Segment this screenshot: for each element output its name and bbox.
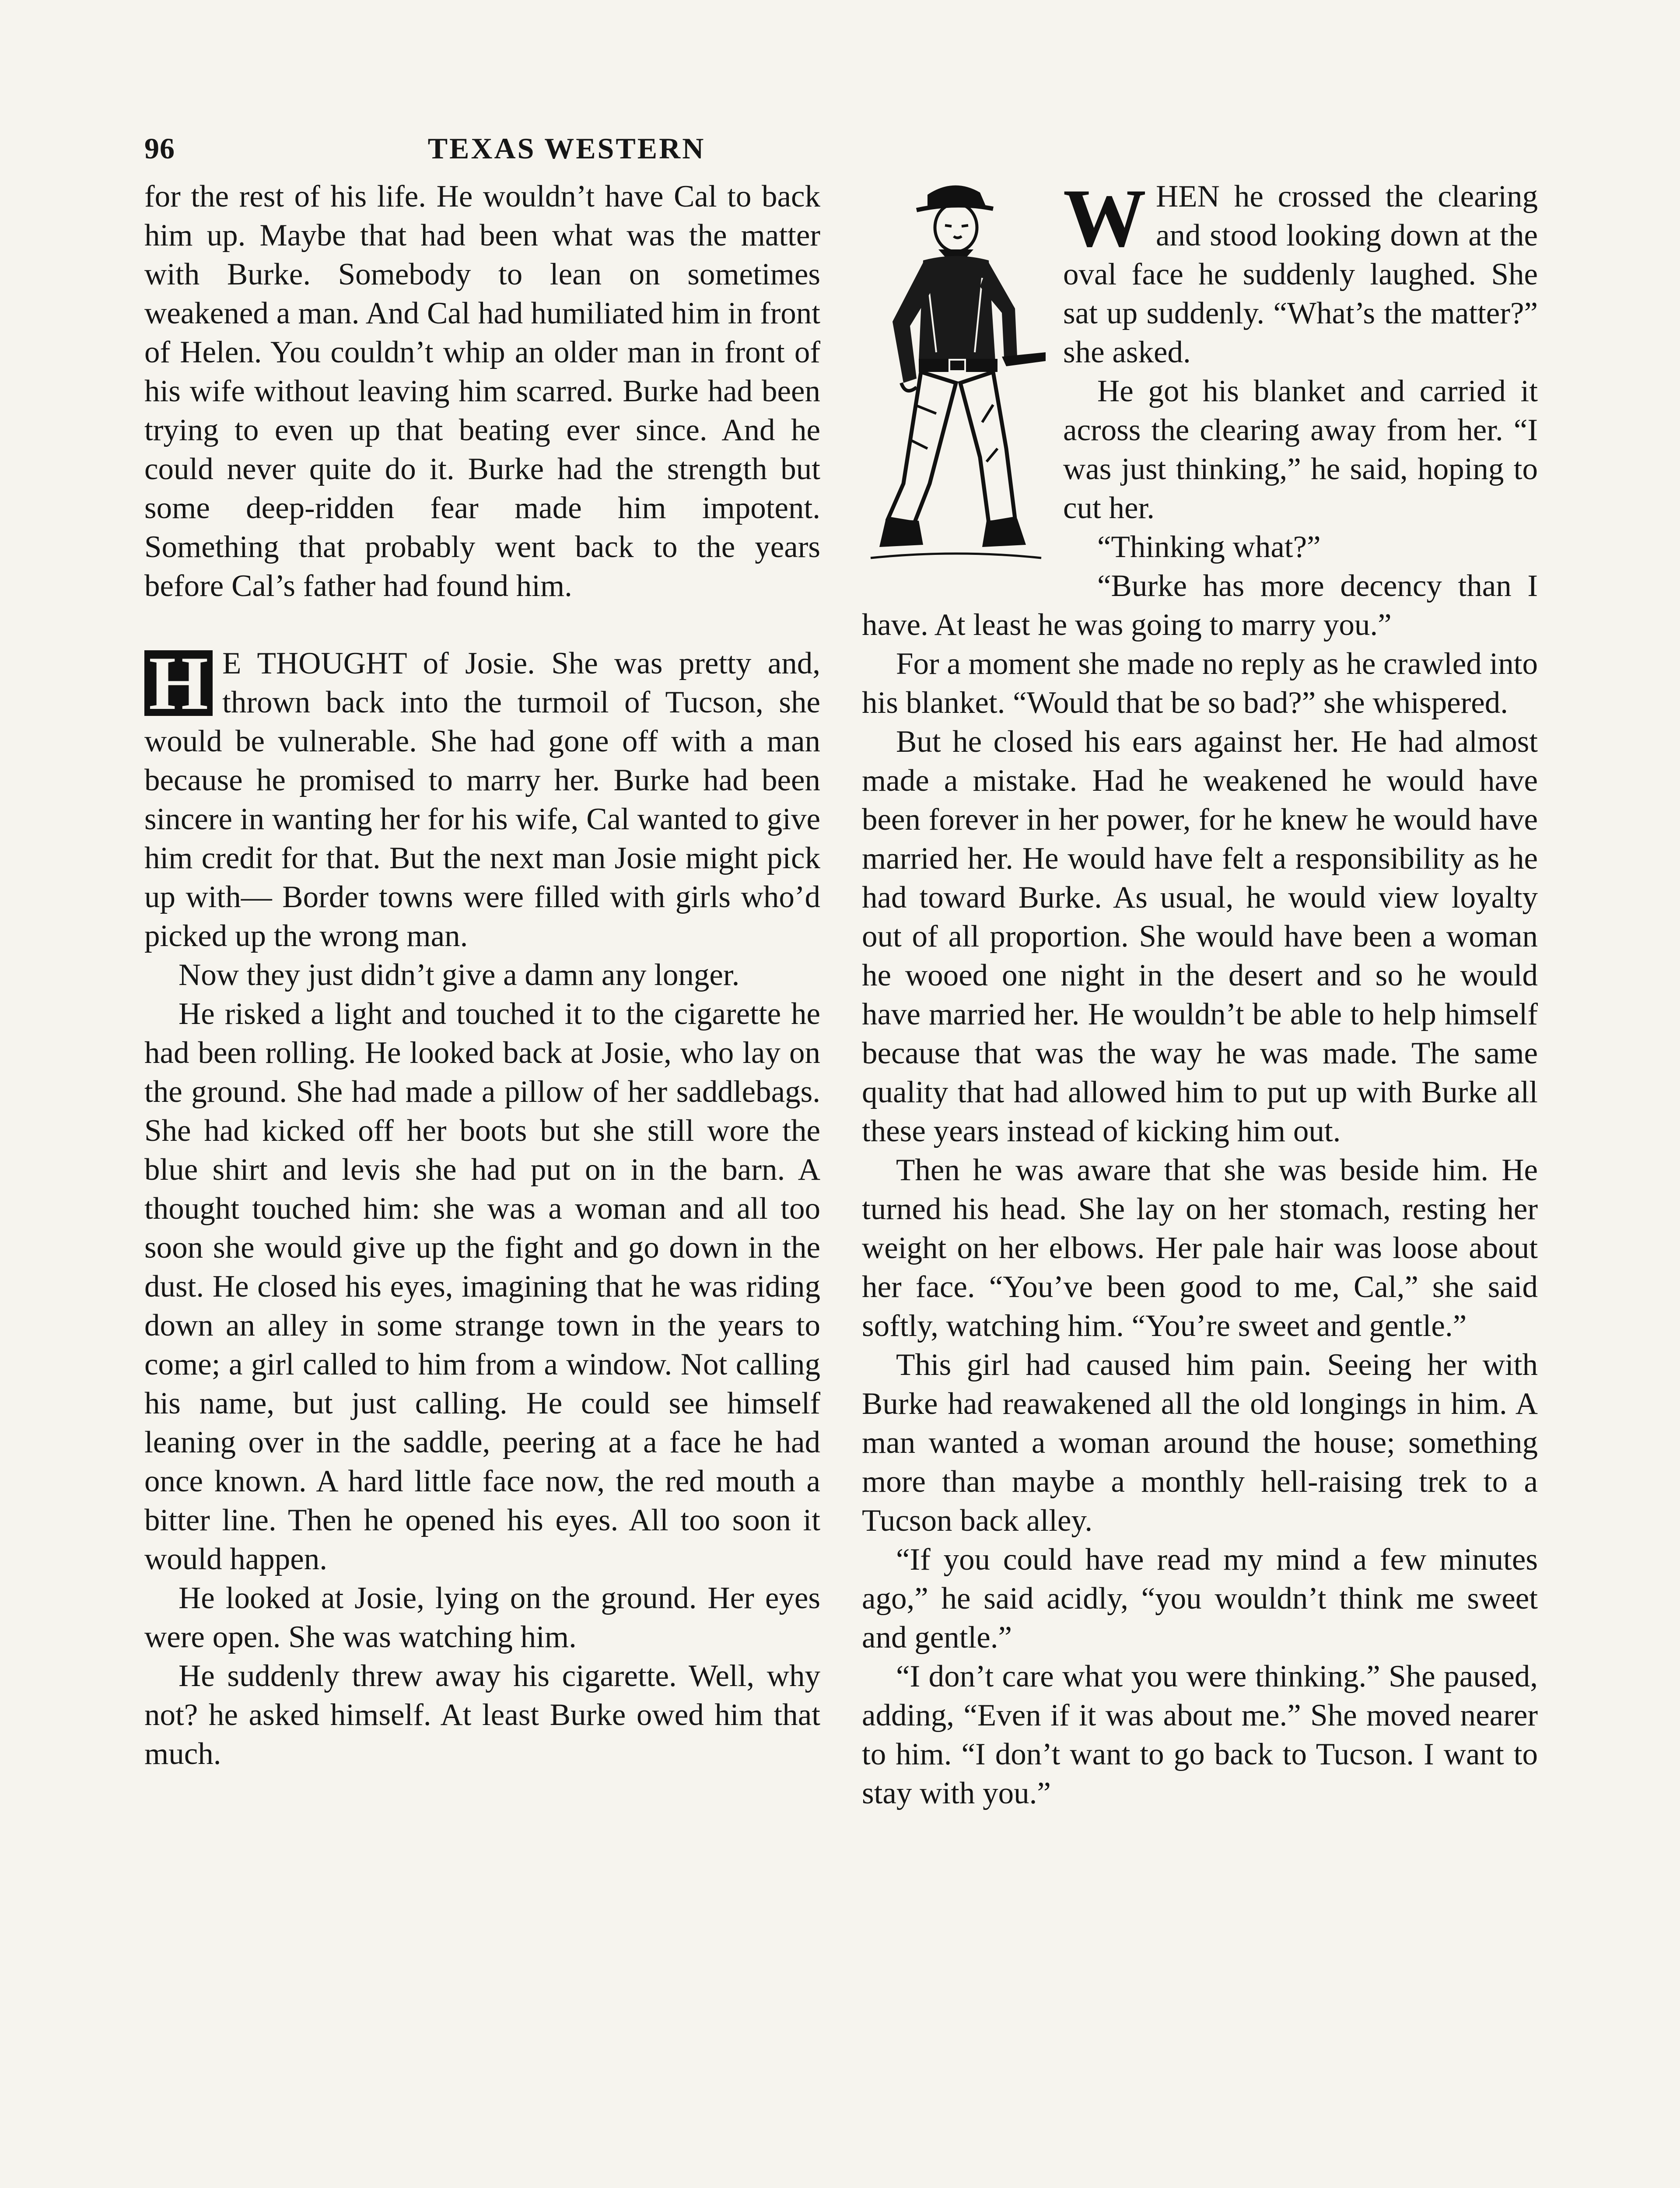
paragraph: for the rest of his life. He wouldn’t have Cal to back him up. Maybe that had been what was the matter with Burke. Somebody to lean on sometimes weakened a man. And Cal had humiliated him in front of Helen. You couldn’t whip an older man in front of his wife without leaving him scarred. Burke had been trying to even up that beating ever since. And he could never quite do it. Burke had the strength but some deep-ridden fear made him impotent. Something that probably went back to the years before Cal’s father had found him. — [144, 179, 820, 603]
paragraph: For a moment she made no reply as he crawled into his blanket. “Would that be so bad?” she whispered. — [862, 647, 1538, 720]
paragraph: “I don’t care what you were thinking.” She paused, adding, “Even if it was about me.” She moved nearer to him. “I don’t want to go back to Tucson. I want to stay with you.” — [862, 1659, 1538, 1810]
page-number: 96 — [144, 132, 175, 165]
right-column — [862, 172, 1538, 1813]
paragraph: “Burke has more decency than I have. At least he was going to marry you.” — [862, 569, 1538, 642]
paragraph: Now they just didn’t give a damn any longer. — [178, 958, 740, 992]
paragraph: Then he was aware that she was beside him. He turned his head. She lay on her stomach, resting her weight on her elbows. Her pale hair was loose about her face. “You’ve been good to me, Cal,” she said softly, watching him. “You’re sweet and gentle.” — [862, 1153, 1538, 1343]
drop-cap: W — [1063, 172, 1146, 264]
drop-cap: H — [144, 650, 213, 716]
paragraph — [144, 641, 820, 956]
paragraph: But he closed his ears against her. He had almost made a mistake. Had he weakened he would have been forever in her power, for he knew he would have married her. He would have felt a responsibility as he had toward Burke. As usual, he would view loyalty out of all proportion. She would have been a woman he wooed one night in the desert and so he would have married her. He wouldn’t be able to help himself because that was the way he was made. The same quality that had allowed him to put up with Burke all these years instead of kicking him out. — [862, 725, 1538, 1148]
paragraph: “If you could have read my mind a few minutes ago,” he said acidly, “you wouldn’t think me sweet and gentle.” — [862, 1543, 1538, 1655]
page-header — [144, 131, 989, 171]
cowboy-illustration-icon — [862, 177, 1050, 571]
paragraph-text: E THOUGHT of Josie. She was pretty and, thrown back into the turmoil of Tucson, she would be vulnerable. She had gone off with a man because he promised to marry her. Burke had been sincere in wanting her for his wife, Cal wanted to give him credit for that. But the next man Josie might pick up with— Border towns were filled with girls who’d picked up the wrong man. — [144, 646, 820, 953]
paragraph: “Thinking what?” — [1097, 530, 1321, 564]
magazine-title: TEXAS WESTERN — [427, 132, 706, 165]
paragraph: He looked at Josie, lying on the ground. Her eyes were open. She was watching him. — [144, 1581, 820, 1654]
paragraph: This girl had caused him pain. Seeing her with Burke had reawakened all the old longings in him. A man wanted a woman around the house; something more than maybe a monthly hell-raising trek to a Tucson back alley. — [862, 1348, 1538, 1538]
left-column — [144, 177, 820, 1774]
paragraph: He suddenly threw away his cigarette. Well, why not? he asked himself. At least Burke owed him that much. — [144, 1659, 820, 1771]
paragraph-text: HEN he crossed the clearing and stood looking down at the oval face he suddenly laughed. She sat up suddenly. “What’s the matter?” she asked. — [1063, 179, 1538, 369]
paragraph: He got his blanket and carried it across the clearing away from her. “I was just thinking,” he said, hoping to cut her. — [1063, 374, 1538, 525]
paragraph: He risked a light and touched it to the cigarette he had been rolling. He looked back at Josie, who lay on the ground. She had made a pillow of her saddlebags. She had kicked off her boots but she still wore the blue shirt and levis she had put on in the barn. A thought touched him: she was a woman and all too soon she would give up the fight and go down in the dust. He closed his eyes, imagining that he was riding down an alley in some strange town in the years to come; a girl called to him from a window. Not calling his name, but just calling. He could see himself leaning over in the saddle, peering at a face he had once known. A hard little face now, the red mouth a bitter line. Then he opened his eyes. All too soon it would happen. — [144, 997, 820, 1576]
